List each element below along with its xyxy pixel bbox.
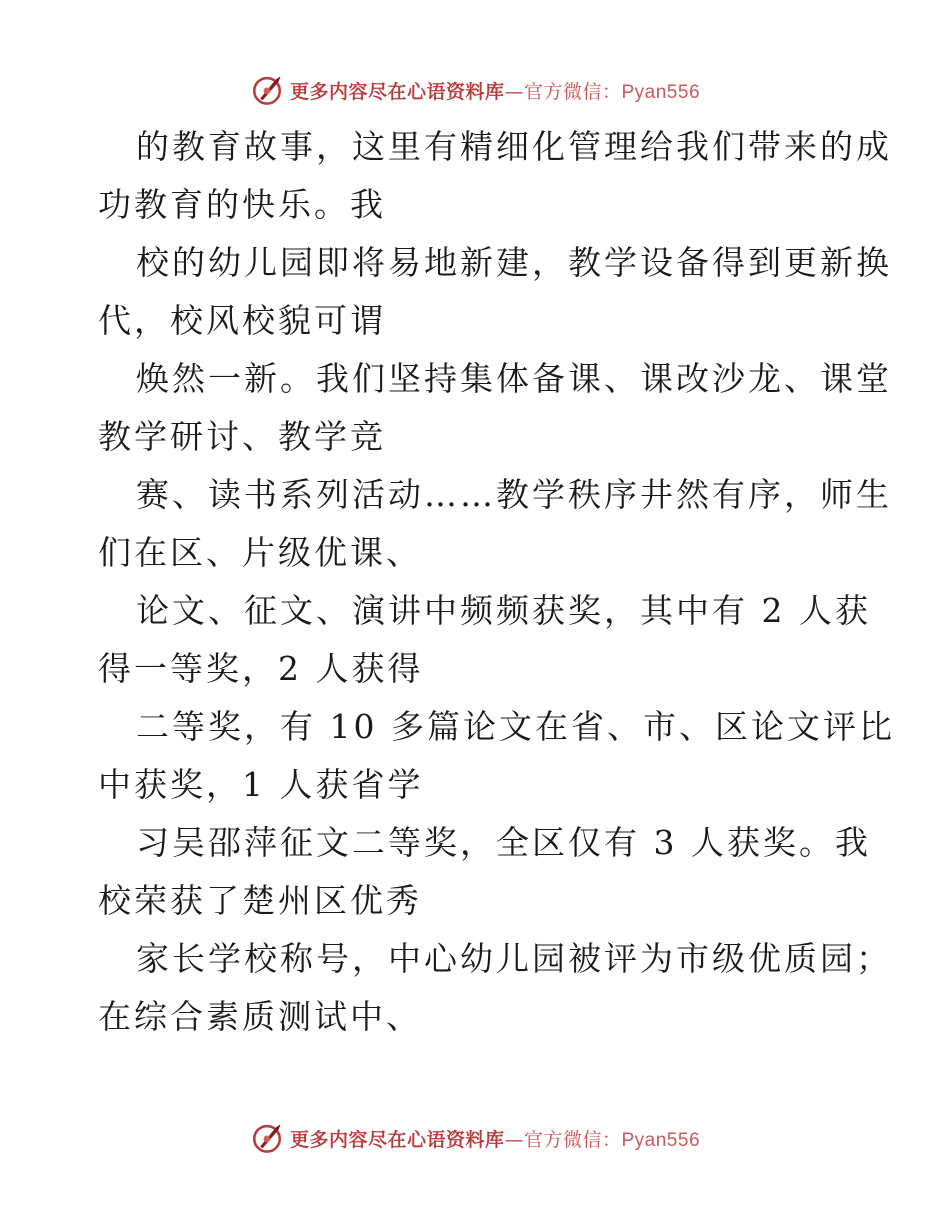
paragraph-line: 校的幼儿园即将易地新建，教学设备得到更新换 [136, 243, 892, 282]
paragraph-8 [98, 930, 892, 1046]
paragraph-7 [98, 814, 871, 930]
document-body [98, 118, 895, 1046]
quill-logo-icon [250, 73, 284, 107]
paragraph-line: 二等奖，有 10 多篇论文在省、市、区论文评比 [136, 707, 895, 746]
paragraph-3 [98, 350, 892, 466]
paragraph-line: 得一等奖，2 人获得 [98, 649, 424, 688]
paragraph-1 [98, 118, 892, 234]
paragraph-line: 校荣获了楚州区优秀 [98, 881, 422, 920]
quill-logo-icon [250, 1121, 284, 1155]
header-banner [0, 70, 950, 110]
paragraph-line: 中获奖，1 人获省学 [98, 765, 424, 804]
header-wechat-label: 官方微信： [523, 80, 622, 103]
footer-slogan: 更多内容尽在心语资料库 [289, 1128, 505, 1151]
footer-banner [0, 1118, 950, 1158]
paragraph-line: 的教育故事，这里有精细化管理给我们带来的成 [136, 127, 892, 166]
paragraph-line: 赛、读书系列活动……教学秩序井然有序，师生 [136, 475, 892, 514]
header-dash: — [504, 80, 524, 103]
paragraph-line: 焕然一新。我们坚持集体备课、课改沙龙、课堂 [136, 359, 892, 398]
paragraph-5 [98, 582, 871, 698]
paragraph-line: 习吴邵萍征文二等奖，全区仅有 3 人获奖。我 [136, 823, 871, 862]
footer-banner-text [290, 1125, 700, 1152]
paragraph-4 [98, 466, 892, 582]
paragraph-line: 论文、征文、演讲中频频获奖，其中有 2 人获 [136, 591, 871, 630]
header-wechat-id: Pyan556 [621, 81, 701, 103]
paragraph-line: 在综合素质测试中、 [98, 997, 422, 1036]
paragraph-line: 们在区、片级优课、 [98, 533, 422, 572]
paragraph-2 [98, 234, 892, 350]
footer-wechat-id: Pyan556 [621, 1129, 701, 1151]
footer-dash: — [504, 1128, 524, 1151]
paragraph-line: 代，校风校貌可谓 [98, 301, 386, 340]
paragraph-line: 教学研讨、教学竞 [98, 417, 386, 456]
header-banner-text [290, 77, 700, 104]
footer-wechat-label: 官方微信： [523, 1128, 622, 1151]
paragraph-6 [98, 698, 895, 814]
paragraph-line: 功教育的快乐。我 [98, 185, 386, 224]
header-slogan: 更多内容尽在心语资料库 [289, 80, 505, 103]
paragraph-line: 家长学校称号，中心幼儿园被评为市级优质园； [136, 939, 892, 978]
